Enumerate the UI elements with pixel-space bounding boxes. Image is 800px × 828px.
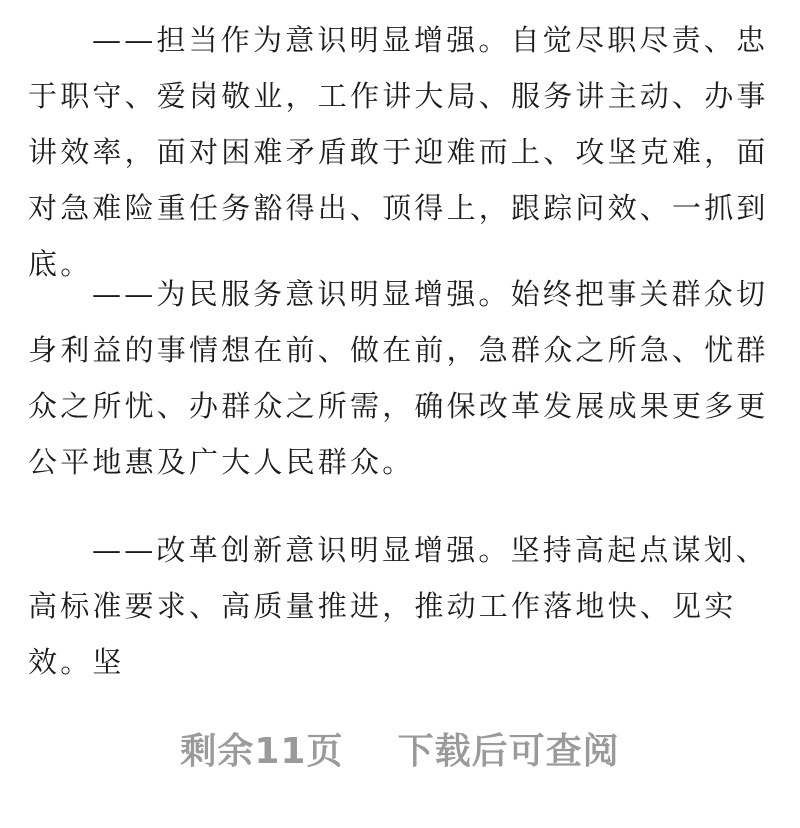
paragraph-reform-innovation: ——改革创新意识明显增强。坚持高起点谋划、高标准要求、高质量推进，推动工作落地快、见实效。坚 [28, 533, 769, 679]
download-to-view-label[interactable]: 下载后可查阅 [397, 731, 620, 772]
paragraph-people-service: ——为民服务意识明显增强。始终把事关群众切身利益的事情想在前、做在前，急群众之所急、忧群众之所忧、办群众之所需，确保改革发展成果更多更公平地惠及广大人民群众。 [28, 277, 769, 479]
remaining-pages-label: 剩余11页 [180, 731, 344, 772]
paragraph-responsibility: ——担当作为意识明显增强。自觉尽职尽责、忠于职守、爱岗敬业，工作讲大局、服务讲主动、办事讲效率，面对困难矛盾敢于迎难而上、攻坚克难，面对急难险重任务豁得出、顶得上，跟踪问效、一抓到底。 [28, 23, 769, 281]
download-prompt[interactable] [0, 722, 800, 782]
